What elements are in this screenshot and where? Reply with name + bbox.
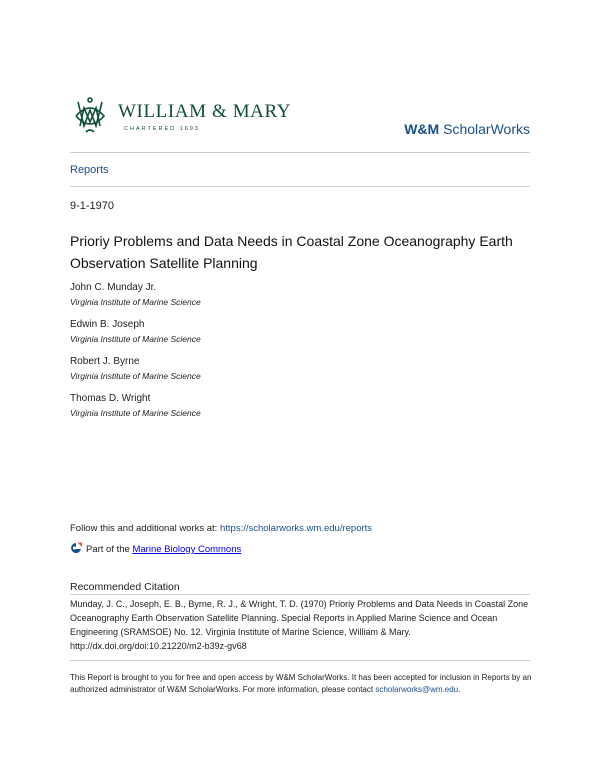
part-of-prefix: Part of the <box>86 544 133 555</box>
recommended-citation-heading: Recommended Citation <box>70 581 180 593</box>
logo-subtext: CHARTERED 1693 <box>124 126 200 132</box>
follow-line <box>70 523 372 534</box>
william-mary-logo <box>72 96 292 140</box>
scholarworks-logo-bold: W&M <box>404 121 440 137</box>
scholarworks-logo-rest: ScholarWorks <box>439 121 530 137</box>
citation-divider <box>70 594 530 595</box>
author-name: John C. Munday Jr. <box>70 282 157 293</box>
footer-divider <box>70 660 530 661</box>
footer-text: This Report is brought to you for free and open access by W&M ScholarWorks. It has been accepted for inclusion in Reports by an authorized administrator of W&M ScholarWorks. For more information, please contact <box>70 673 532 694</box>
author-3 <box>70 356 201 383</box>
logo-wordmark: WILLIAM & MARY <box>118 101 292 122</box>
author-2 <box>70 319 201 346</box>
wm-cipher-icon <box>72 96 108 136</box>
category-divider <box>70 186 530 187</box>
author-affiliation: Virginia Institute of Marine Science <box>70 334 201 344</box>
footer-end: . <box>458 685 461 694</box>
author-affiliation: Virginia Institute of Marine Science <box>70 297 201 307</box>
footer-notice <box>70 672 532 696</box>
author-name: Thomas D. Wright <box>70 393 151 404</box>
author-4 <box>70 393 201 420</box>
follow-prefix: Follow this and additional works at: <box>70 523 220 534</box>
citation-text: Munday, J. C., Joseph, E. B., Byrne, R. J., & Wright, T. D. (1970) Prioriy Problems and Data Needs in Coastal Zone Oceanography Earth Observation Satellite Planning. Special Reports in Applied Marine Science and Ocean Engineering (SRAMSOE) No. 12. Virginia Institute of Marine Science, William & Mary. http://dx.doi.org/doi:10.21220/m2-b39z-gv68 <box>70 599 529 651</box>
commons-network-icon <box>70 542 83 554</box>
scholarworks-logo[interactable] <box>404 121 530 137</box>
author-affiliation: Virginia Institute of Marine Science <box>70 408 201 418</box>
author-affiliation: Virginia Institute of Marine Science <box>70 371 201 381</box>
author-1 <box>70 282 201 309</box>
header-divider <box>70 152 530 153</box>
author-name: Edwin B. Joseph <box>70 319 145 330</box>
contact-email-link[interactable]: scholarworks@wm.edu <box>375 685 459 694</box>
part-of-line <box>70 542 241 555</box>
reports-link[interactable]: Reports <box>70 164 109 176</box>
reports-collection-link[interactable]: https://scholarworks.wm.edu/reports <box>219 523 373 534</box>
publication-date: 9-1-1970 <box>70 200 115 212</box>
marine-biology-commons-link[interactable]: Marine Biology Commons <box>132 544 242 555</box>
author-name: Robert J. Byrne <box>70 356 140 367</box>
document-title: Prioriy Problems and Data Needs in Coastal Zone Oceanography Earth Observation Satellite Planning <box>70 233 513 271</box>
